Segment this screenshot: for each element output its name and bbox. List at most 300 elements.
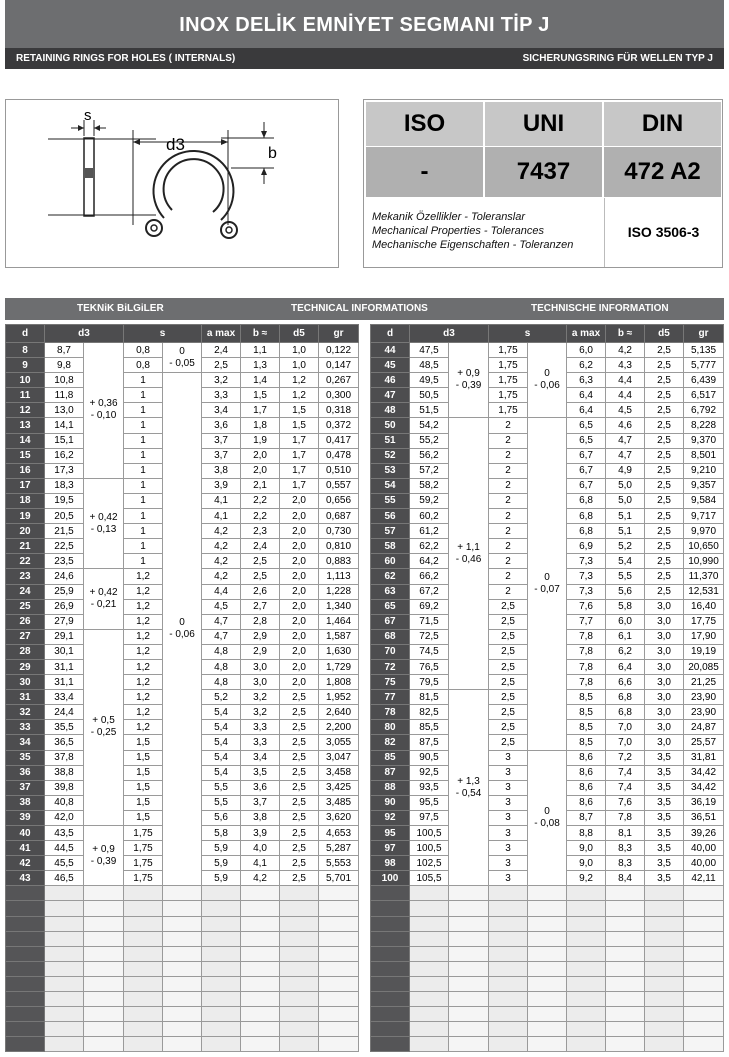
empty-row bbox=[371, 992, 724, 1007]
cell-s-tolerance: 0 - 0,06 bbox=[528, 343, 567, 418]
empty-cell bbox=[684, 916, 724, 931]
empty-cell bbox=[202, 976, 241, 991]
cell-s: 2,5 bbox=[489, 599, 528, 614]
cell-d: 33 bbox=[6, 720, 45, 735]
cell-d5: 2,5 bbox=[645, 418, 684, 433]
cell-gr: 9,210 bbox=[684, 463, 724, 478]
empty-cell bbox=[606, 992, 645, 1007]
cell-d: 50 bbox=[371, 418, 410, 433]
empty-cell bbox=[124, 916, 163, 931]
empty-cell bbox=[606, 901, 645, 916]
cell-gr: 9,584 bbox=[684, 493, 724, 508]
cell-gr: 0,122 bbox=[319, 343, 359, 358]
cell-a-max: 8,5 bbox=[567, 720, 606, 735]
empty-cell bbox=[280, 961, 319, 976]
cell-b: 3,4 bbox=[241, 750, 280, 765]
cell-d3: 90,5 bbox=[410, 750, 449, 765]
cell-a-max: 4,2 bbox=[202, 569, 241, 584]
info-en: TECHNICAL INFORMATIONS bbox=[291, 303, 428, 314]
empty-cell bbox=[567, 886, 606, 901]
cell-d: 37 bbox=[6, 780, 45, 795]
table-row bbox=[371, 418, 724, 433]
empty-cell bbox=[202, 916, 241, 931]
cell-a-max: 9,0 bbox=[567, 856, 606, 871]
cell-d5: 2,5 bbox=[280, 871, 319, 886]
cell-b: 4,3 bbox=[606, 358, 645, 373]
cell-d3: 82,5 bbox=[410, 705, 449, 720]
cell-d5: 2,5 bbox=[645, 478, 684, 493]
retaining-ring-drawing bbox=[6, 100, 338, 267]
cell-s: 2 bbox=[489, 493, 528, 508]
cell-a-max: 4,5 bbox=[202, 599, 241, 614]
cell-b: 4,1 bbox=[241, 856, 280, 871]
cell-s: 1 bbox=[124, 403, 163, 418]
col-header-s: s bbox=[489, 325, 567, 343]
empty-cell bbox=[410, 1037, 449, 1052]
cell-d5: 2,5 bbox=[645, 539, 684, 554]
cell-d5: 2,5 bbox=[645, 448, 684, 463]
cell-d3: 72,5 bbox=[410, 629, 449, 644]
cell-d5: 1,7 bbox=[280, 463, 319, 478]
empty-cell bbox=[45, 976, 84, 991]
cell-gr: 9,357 bbox=[684, 478, 724, 493]
empty-row bbox=[6, 886, 359, 901]
cell-b: 3,0 bbox=[241, 659, 280, 674]
cell-gr: 8,228 bbox=[684, 418, 724, 433]
cell-d3: 13,0 bbox=[45, 403, 84, 418]
cell-b: 6,8 bbox=[606, 705, 645, 720]
cell-b: 2,9 bbox=[241, 644, 280, 659]
cell-d5: 1,7 bbox=[280, 433, 319, 448]
cell-s: 1 bbox=[124, 478, 163, 493]
cell-a-max: 3,7 bbox=[202, 448, 241, 463]
cell-b: 1,5 bbox=[241, 388, 280, 403]
cell-d: 63 bbox=[371, 584, 410, 599]
cell-d5: 2,5 bbox=[280, 780, 319, 795]
cell-s: 1 bbox=[124, 554, 163, 569]
cell-d: 58 bbox=[371, 539, 410, 554]
cell-b: 4,9 bbox=[606, 463, 645, 478]
cell-b: 5,2 bbox=[606, 539, 645, 554]
cell-a-max: 5,4 bbox=[202, 735, 241, 750]
properties-text bbox=[372, 210, 573, 252]
cell-b: 4,6 bbox=[606, 418, 645, 433]
empty-cell bbox=[449, 1022, 489, 1037]
cell-b: 8,1 bbox=[606, 826, 645, 841]
empty-cell bbox=[606, 1022, 645, 1037]
cell-d5: 2,5 bbox=[645, 554, 684, 569]
empty-row bbox=[6, 976, 359, 991]
cell-gr: 5,701 bbox=[319, 871, 359, 886]
empty-cell bbox=[410, 961, 449, 976]
empty-cell bbox=[45, 1037, 84, 1052]
empty-cell bbox=[163, 976, 202, 991]
cell-d3: 38,8 bbox=[45, 765, 84, 780]
cell-a-max: 2,4 bbox=[202, 343, 241, 358]
empty-cell bbox=[319, 1007, 359, 1022]
cell-d3: 42,0 bbox=[45, 810, 84, 825]
empty-cell bbox=[241, 1037, 280, 1052]
empty-cell bbox=[606, 1007, 645, 1022]
cell-d5: 3,0 bbox=[645, 614, 684, 629]
empty-cell bbox=[202, 1007, 241, 1022]
cell-d3: 22,5 bbox=[45, 539, 84, 554]
cell-gr: 3,047 bbox=[319, 750, 359, 765]
cell-s: 1 bbox=[124, 509, 163, 524]
cell-d5: 2,0 bbox=[280, 554, 319, 569]
cell-d3: 62,2 bbox=[410, 539, 449, 554]
cell-d: 24 bbox=[6, 584, 45, 599]
cell-a-max: 6,7 bbox=[567, 478, 606, 493]
empty-cell bbox=[410, 1022, 449, 1037]
cell-a-max: 3,7 bbox=[202, 433, 241, 448]
cell-s: 2 bbox=[489, 509, 528, 524]
empty-cell bbox=[645, 931, 684, 946]
empty-cell bbox=[45, 1007, 84, 1022]
empty-cell bbox=[241, 961, 280, 976]
cell-s: 3 bbox=[489, 826, 528, 841]
cell-gr: 3,620 bbox=[319, 810, 359, 825]
empty-cell bbox=[371, 901, 410, 916]
col-header-a-max: a max bbox=[567, 325, 606, 343]
cell-gr: 3,055 bbox=[319, 735, 359, 750]
cell-a-max: 6,4 bbox=[567, 388, 606, 403]
cell-d5: 2,5 bbox=[280, 765, 319, 780]
cell-d5: 1,7 bbox=[280, 478, 319, 493]
cell-d3: 87,5 bbox=[410, 735, 449, 750]
props-line-de: Mechanische Eigenschaften - Toleranzen bbox=[372, 239, 574, 251]
cell-gr: 0,147 bbox=[319, 358, 359, 373]
cell-gr: 3,485 bbox=[319, 795, 359, 810]
cell-d3: 43,5 bbox=[45, 826, 84, 841]
cell-a-max: 5,4 bbox=[202, 720, 241, 735]
empty-cell bbox=[645, 916, 684, 931]
empty-cell bbox=[202, 946, 241, 961]
empty-cell bbox=[84, 946, 124, 961]
empty-cell bbox=[528, 992, 567, 1007]
cell-d5: 3,5 bbox=[645, 795, 684, 810]
cell-b: 4,7 bbox=[606, 448, 645, 463]
cell-d3: 23,5 bbox=[45, 554, 84, 569]
cell-d3-tolerance: + 1,1 - 0,46 bbox=[449, 418, 489, 690]
props-line-en: Mechanical Properties - Tolerances bbox=[372, 225, 545, 237]
cell-b: 2,2 bbox=[241, 493, 280, 508]
cell-d5: 3,5 bbox=[645, 826, 684, 841]
cell-s: 1,5 bbox=[124, 795, 163, 810]
cell-d3: 81,5 bbox=[410, 690, 449, 705]
empty-row bbox=[371, 886, 724, 901]
cell-s: 1,75 bbox=[124, 856, 163, 871]
empty-cell bbox=[84, 976, 124, 991]
cell-d5: 2,5 bbox=[280, 841, 319, 856]
cell-s: 3 bbox=[489, 765, 528, 780]
cell-a-max: 8,6 bbox=[567, 780, 606, 795]
cell-d: 65 bbox=[371, 599, 410, 614]
cell-d: 36 bbox=[6, 765, 45, 780]
cell-d5: 3,0 bbox=[645, 705, 684, 720]
cell-gr: 40,00 bbox=[684, 841, 724, 856]
cell-d5: 3,5 bbox=[645, 750, 684, 765]
empty-cell bbox=[606, 1037, 645, 1052]
cell-d5: 2,5 bbox=[645, 569, 684, 584]
cell-a-max: 4,4 bbox=[202, 584, 241, 599]
empty-cell bbox=[6, 1037, 45, 1052]
cell-gr: 17,75 bbox=[684, 614, 724, 629]
empty-cell bbox=[124, 886, 163, 901]
cell-a-max: 8,6 bbox=[567, 750, 606, 765]
cell-d: 29 bbox=[6, 659, 45, 674]
cell-d: 92 bbox=[371, 810, 410, 825]
empty-cell bbox=[449, 946, 489, 961]
cell-gr: 6,792 bbox=[684, 403, 724, 418]
cell-b: 5,4 bbox=[606, 554, 645, 569]
cell-d3: 9,8 bbox=[45, 358, 84, 373]
empty-cell bbox=[45, 946, 84, 961]
cell-d3: 39,8 bbox=[45, 780, 84, 795]
empty-cell bbox=[528, 901, 567, 916]
cell-d: 14 bbox=[6, 433, 45, 448]
cell-s: 1 bbox=[124, 388, 163, 403]
cell-s: 1,5 bbox=[124, 765, 163, 780]
empty-cell bbox=[449, 961, 489, 976]
empty-cell bbox=[528, 1022, 567, 1037]
cell-a-max: 6,5 bbox=[567, 433, 606, 448]
empty-cell bbox=[449, 992, 489, 1007]
cell-s: 1,5 bbox=[124, 750, 163, 765]
empty-cell bbox=[45, 901, 84, 916]
empty-cell bbox=[6, 1007, 45, 1022]
cell-d5: 2,5 bbox=[280, 826, 319, 841]
cell-d3: 8,7 bbox=[45, 343, 84, 358]
cell-a-max: 6,8 bbox=[567, 493, 606, 508]
cell-gr: 6,517 bbox=[684, 388, 724, 403]
empty-cell bbox=[6, 886, 45, 901]
cell-d3: 64,2 bbox=[410, 554, 449, 569]
cell-d: 48 bbox=[371, 403, 410, 418]
cell-a-max: 6,7 bbox=[567, 448, 606, 463]
cell-gr: 23,90 bbox=[684, 690, 724, 705]
cell-s: 1,2 bbox=[124, 675, 163, 690]
cell-s: 1 bbox=[124, 433, 163, 448]
cell-a-max: 5,8 bbox=[202, 826, 241, 841]
cell-d3: 24,6 bbox=[45, 569, 84, 584]
cell-s: 1 bbox=[124, 448, 163, 463]
empty-cell bbox=[449, 886, 489, 901]
cell-d: 70 bbox=[371, 644, 410, 659]
cell-gr: 0,300 bbox=[319, 388, 359, 403]
cell-gr: 9,970 bbox=[684, 524, 724, 539]
cell-b: 7,4 bbox=[606, 780, 645, 795]
cell-a-max: 5,4 bbox=[202, 765, 241, 780]
empty-cell bbox=[449, 976, 489, 991]
empty-cell bbox=[489, 976, 528, 991]
cell-b: 3,2 bbox=[241, 690, 280, 705]
cell-s: 1,5 bbox=[124, 780, 163, 795]
cell-gr: 0,687 bbox=[319, 509, 359, 524]
empty-cell bbox=[489, 901, 528, 916]
empty-cell bbox=[489, 931, 528, 946]
cell-b: 1,8 bbox=[241, 418, 280, 433]
cell-b: 4,5 bbox=[606, 403, 645, 418]
empty-cell bbox=[280, 992, 319, 1007]
empty-cell bbox=[202, 1037, 241, 1052]
cell-b: 1,3 bbox=[241, 358, 280, 373]
cell-d: 43 bbox=[6, 871, 45, 886]
col-header-a-max: a max bbox=[202, 325, 241, 343]
cell-b: 5,0 bbox=[606, 493, 645, 508]
empty-cell bbox=[241, 901, 280, 916]
cell-d5: 3,0 bbox=[645, 644, 684, 659]
cell-a-max: 6,9 bbox=[567, 539, 606, 554]
cell-d: 26 bbox=[6, 614, 45, 629]
cell-d: 53 bbox=[371, 463, 410, 478]
cell-s: 3 bbox=[489, 810, 528, 825]
empty-row bbox=[371, 901, 724, 916]
cell-s: 1 bbox=[124, 524, 163, 539]
cell-d: 18 bbox=[6, 493, 45, 508]
empty-cell bbox=[606, 886, 645, 901]
cell-d3: 14,1 bbox=[45, 418, 84, 433]
empty-cell bbox=[6, 961, 45, 976]
empty-cell bbox=[410, 931, 449, 946]
cell-b: 8,3 bbox=[606, 841, 645, 856]
cell-d3: 31,1 bbox=[45, 659, 84, 674]
cell-gr: 2,200 bbox=[319, 720, 359, 735]
cell-d5: 2,5 bbox=[280, 735, 319, 750]
empty-cell bbox=[410, 916, 449, 931]
cell-d: 68 bbox=[371, 629, 410, 644]
cell-d3: 24,4 bbox=[45, 705, 84, 720]
empty-cell bbox=[489, 1007, 528, 1022]
empty-cell bbox=[371, 1037, 410, 1052]
cell-s: 1,75 bbox=[489, 388, 528, 403]
empty-cell bbox=[528, 961, 567, 976]
col-header-gr: gr bbox=[319, 325, 359, 343]
cell-gr: 1,587 bbox=[319, 629, 359, 644]
empty-cell bbox=[528, 931, 567, 946]
cell-b: 6,1 bbox=[606, 629, 645, 644]
empty-cell bbox=[163, 1022, 202, 1037]
cell-d: 11 bbox=[6, 388, 45, 403]
cell-d: 97 bbox=[371, 841, 410, 856]
empty-cell bbox=[280, 1037, 319, 1052]
cell-d3-tolerance: + 0,36 - 0,10 bbox=[84, 343, 124, 479]
col-header-d5: d5 bbox=[280, 325, 319, 343]
cell-s: 1,2 bbox=[124, 599, 163, 614]
cell-s: 3 bbox=[489, 856, 528, 871]
cell-gr: 1,113 bbox=[319, 569, 359, 584]
cell-gr: 1,464 bbox=[319, 614, 359, 629]
cell-b: 4,7 bbox=[606, 433, 645, 448]
cell-d3: 31,1 bbox=[45, 675, 84, 690]
cell-d3: 74,5 bbox=[410, 644, 449, 659]
table-row bbox=[6, 343, 359, 358]
empty-cell bbox=[124, 946, 163, 961]
cell-d3-tolerance: + 0,42 - 0,21 bbox=[84, 569, 124, 629]
cell-d5: 3,0 bbox=[645, 629, 684, 644]
empty-cell bbox=[449, 901, 489, 916]
cell-b: 3,6 bbox=[241, 780, 280, 795]
empty-cell bbox=[319, 916, 359, 931]
cell-d5: 2,5 bbox=[645, 403, 684, 418]
cell-gr: 34,42 bbox=[684, 780, 724, 795]
cell-d5: 1,0 bbox=[280, 358, 319, 373]
empty-row bbox=[6, 916, 359, 931]
cell-b: 4,0 bbox=[241, 841, 280, 856]
cell-d: 17 bbox=[6, 478, 45, 493]
cell-a-max: 6,4 bbox=[567, 403, 606, 418]
cell-d5: 2,5 bbox=[645, 463, 684, 478]
cell-a-max: 8,7 bbox=[567, 810, 606, 825]
cell-gr: 5,777 bbox=[684, 358, 724, 373]
cell-d3: 47,5 bbox=[410, 343, 449, 358]
empty-row bbox=[371, 976, 724, 991]
cell-s: 1,75 bbox=[489, 373, 528, 388]
cell-d: 95 bbox=[371, 826, 410, 841]
cell-d3: 100,5 bbox=[410, 841, 449, 856]
cell-d5: 2,0 bbox=[280, 675, 319, 690]
empty-cell bbox=[280, 1022, 319, 1037]
empty-cell bbox=[319, 961, 359, 976]
cell-d: 90 bbox=[371, 795, 410, 810]
cell-d: 10 bbox=[6, 373, 45, 388]
cell-d: 55 bbox=[371, 493, 410, 508]
cell-a-max: 4,8 bbox=[202, 675, 241, 690]
cell-d: 47 bbox=[371, 388, 410, 403]
empty-cell bbox=[241, 916, 280, 931]
cell-s: 1,5 bbox=[124, 810, 163, 825]
cell-b: 3,3 bbox=[241, 720, 280, 735]
cell-a-max: 7,3 bbox=[567, 569, 606, 584]
cell-d: 31 bbox=[6, 690, 45, 705]
cell-b: 6,8 bbox=[606, 690, 645, 705]
cell-s: 2,5 bbox=[489, 720, 528, 735]
cell-a-max: 5,9 bbox=[202, 856, 241, 871]
cell-b: 5,8 bbox=[606, 599, 645, 614]
cell-s: 2 bbox=[489, 539, 528, 554]
empty-cell bbox=[280, 916, 319, 931]
empty-cell bbox=[645, 946, 684, 961]
cell-d: 85 bbox=[371, 750, 410, 765]
cell-d: 34 bbox=[6, 735, 45, 750]
cell-b: 3,0 bbox=[241, 675, 280, 690]
cell-d3-tolerance: + 0,9 - 0,39 bbox=[449, 343, 489, 418]
cell-s: 1,2 bbox=[124, 644, 163, 659]
cell-a-max: 4,2 bbox=[202, 524, 241, 539]
cell-b: 7,8 bbox=[606, 810, 645, 825]
cell-b: 7,6 bbox=[606, 795, 645, 810]
cell-a-max: 6,3 bbox=[567, 373, 606, 388]
empty-cell bbox=[84, 931, 124, 946]
cell-d3: 56,2 bbox=[410, 448, 449, 463]
cell-d5: 3,5 bbox=[645, 810, 684, 825]
empty-cell bbox=[528, 916, 567, 931]
empty-cell bbox=[84, 1007, 124, 1022]
empty-cell bbox=[319, 992, 359, 1007]
empty-row bbox=[371, 946, 724, 961]
cell-gr: 6,439 bbox=[684, 373, 724, 388]
cell-d3: 37,8 bbox=[45, 750, 84, 765]
empty-cell bbox=[567, 1007, 606, 1022]
cell-b: 2,5 bbox=[241, 569, 280, 584]
cell-a-max: 3,2 bbox=[202, 373, 241, 388]
cell-d3: 97,5 bbox=[410, 810, 449, 825]
cell-d3: 35,5 bbox=[45, 720, 84, 735]
cell-a-max: 7,8 bbox=[567, 675, 606, 690]
empty-cell bbox=[528, 1007, 567, 1022]
empty-cell bbox=[410, 946, 449, 961]
empty-cell bbox=[6, 992, 45, 1007]
